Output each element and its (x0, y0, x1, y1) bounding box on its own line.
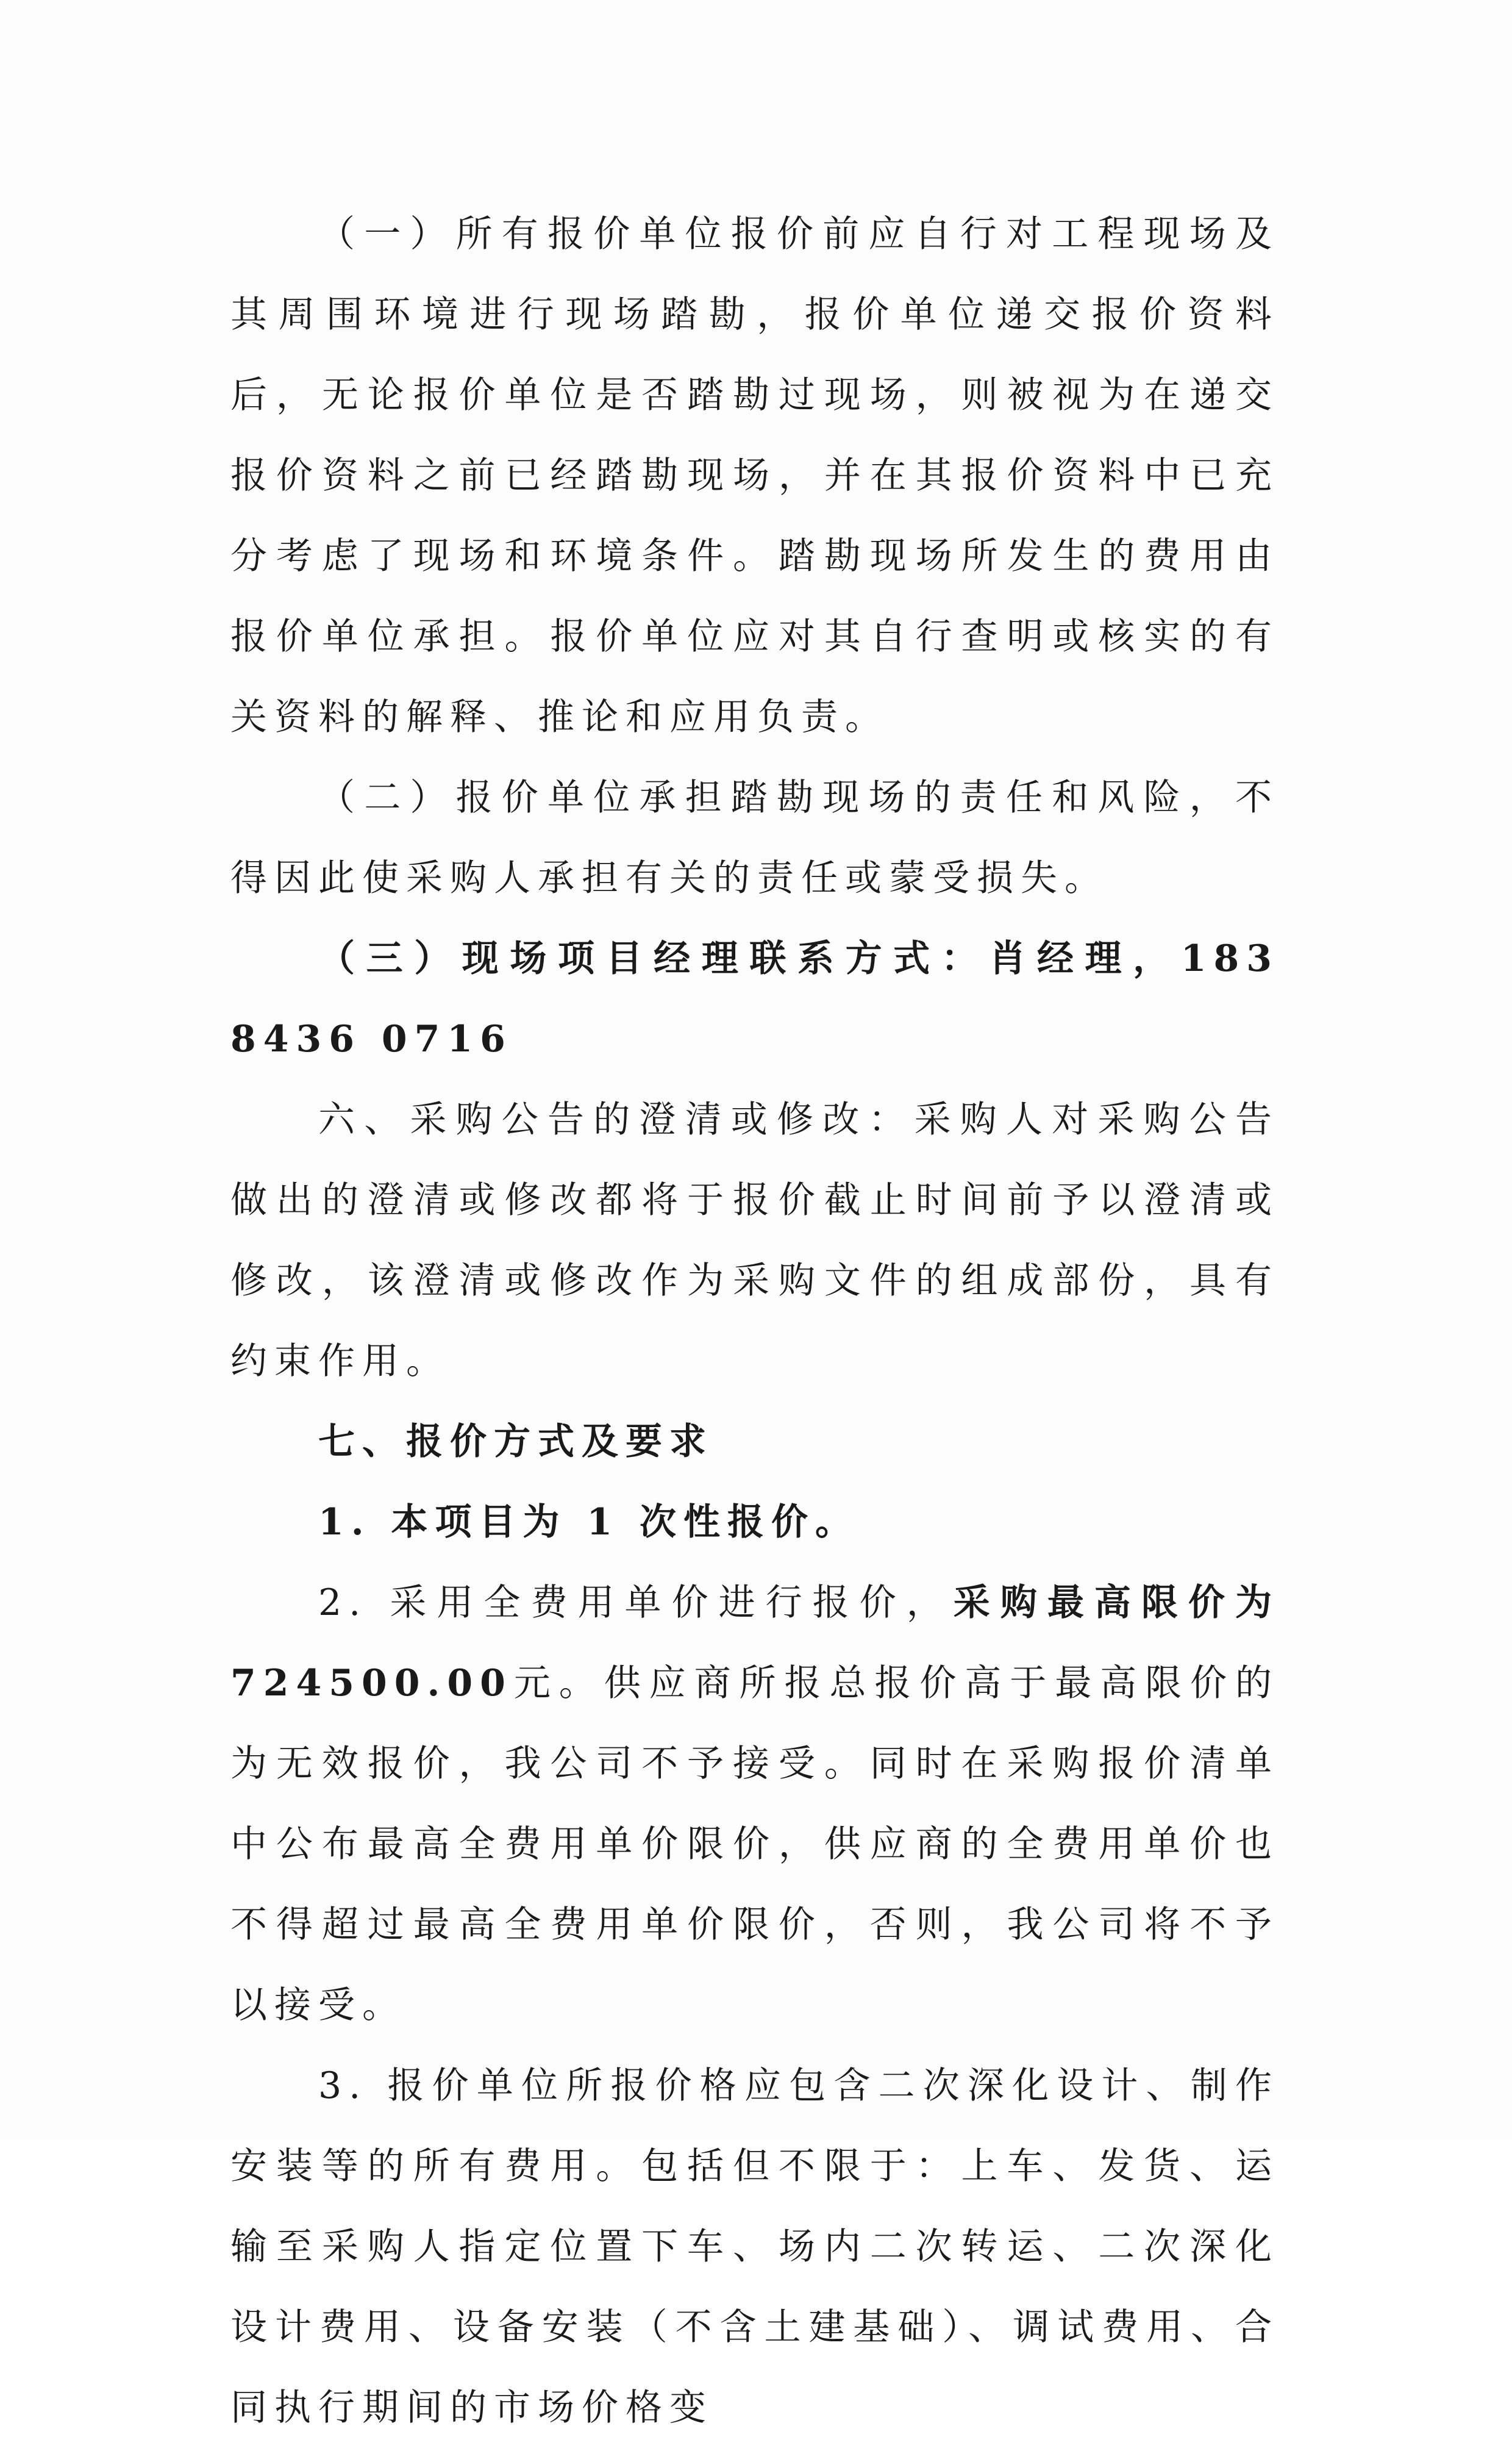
paragraph-contact: （三）现场项目经理联系方式：肖经理，183 8436 0716 (230, 937, 1279, 1061)
max-price-intro: 2. 采用全费用单价进行报价， (318, 1581, 954, 1624)
max-price-value: 采购最高限价为 724500.00 (230, 1581, 1279, 1705)
paragraph-survey-risk: （二）报价单位承担踏勘现场的责任和风险，不得因此使采购人承担有关的责任或蒙受损失。 (230, 776, 1279, 900)
paragraph-site-survey: （一）所有报价单位报价前应自行对工程现场及其周围环境进行现场踏勘，报价单位递交报价资料后，无论报价单位是否踏勘过现场，则被视为在递交报价资料之前已经踏勘现场，并在其报价资料中已充分考虑了现场和环境条件。踏勘现场所发生的费用由报价单位承担。报价单位应对其自行查明或核实的有关资料的解释、推论和应用负责。 (230, 213, 1279, 739)
paragraph-max-price (230, 1562, 1279, 2045)
paragraph-price-scope: 3. 报价单位所报价格应包含二次深化设计、制作安装等的所有费用。包括但不限于：上车、发货、运输至采购人指定位置下车、场内二次转运、二次深化设计费用、设备安装（不含土建基础）、调试费用、合同执行期间的市场价格变 (230, 2064, 1279, 2429)
paragraph-one-time-quote: 1. 本项目为 1 次性报价。 (318, 1501, 860, 1544)
max-price-details: 元。供应商所报总报价高于最高限价的为无效报价，我公司不予接受。同时在采购报价清单中公布最高全费用单价限价，供应商的全费用单价也不得超过最高全费用单价限价，否则，我公司将不予以接受。 (230, 1662, 1279, 2027)
paragraph-clarification: 六、采购公告的澄清或修改：采购人对采购公告做出的澄清或修改都将于报价截止时间前予以澄清或修改，该澄清或修改作为采购文件的组成部份，具有约束作用。 (230, 1098, 1279, 1383)
section-heading-quotation: 七、报价方式及要求 (318, 1420, 713, 1463)
document-body (230, 194, 1279, 2448)
